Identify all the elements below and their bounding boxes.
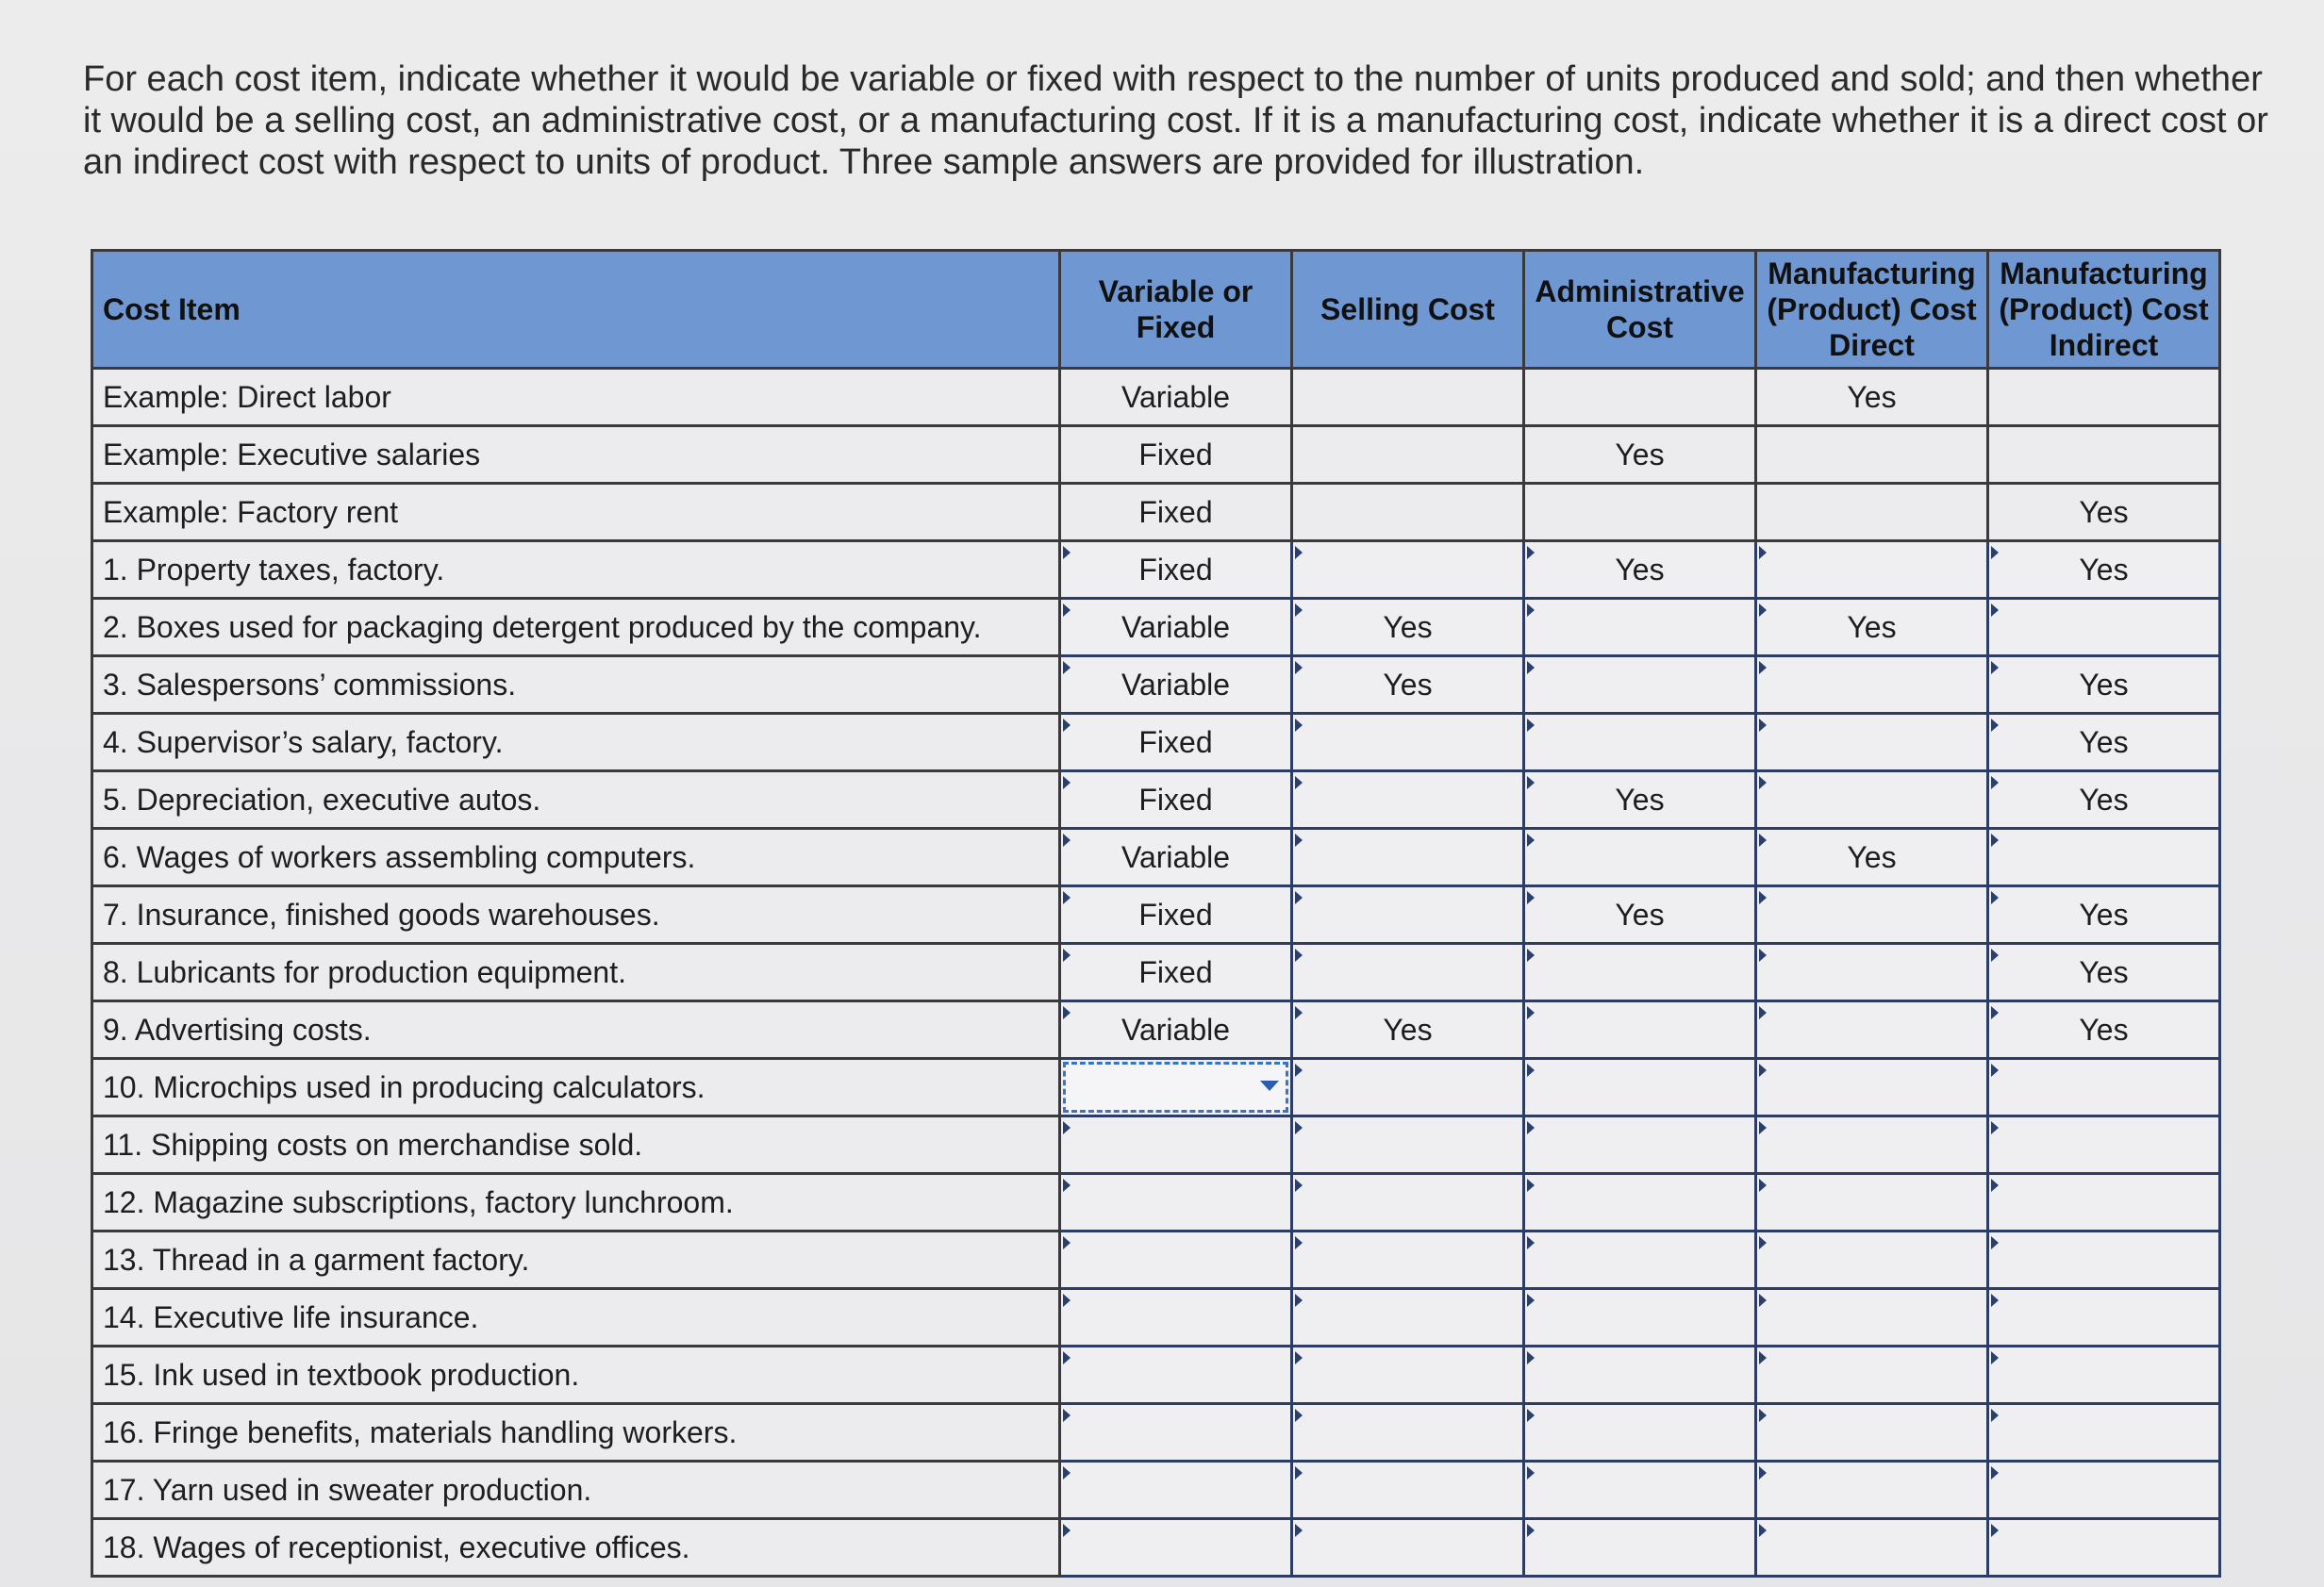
manufacturing-direct-cell	[1756, 484, 1988, 541]
administrative-cost-cell[interactable]: Yes	[1524, 771, 1756, 829]
manufacturing-direct-cell: Yes	[1756, 369, 1988, 426]
table-row	[92, 1116, 2220, 1174]
manufacturing-direct-cell	[1756, 426, 1988, 484]
table-row	[92, 369, 2220, 426]
table-row	[92, 886, 2220, 944]
variable-or-fixed-cell: Fixed	[1060, 484, 1292, 541]
variable-or-fixed-cell[interactable]: Variable	[1060, 829, 1292, 886]
manufacturing-direct-cell[interactable]	[1756, 1347, 1988, 1404]
administrative-cost-cell[interactable]	[1524, 1116, 1756, 1174]
chevron-down-icon[interactable]	[1260, 1081, 1279, 1091]
variable-or-fixed-cell[interactable]: Fixed	[1060, 771, 1292, 829]
administrative-cost-cell[interactable]	[1524, 1001, 1756, 1059]
header-selling-cost: Selling Cost	[1292, 251, 1524, 369]
variable-or-fixed-cell[interactable]: Variable	[1060, 656, 1292, 714]
table-row	[92, 1174, 2220, 1232]
selling-cost-cell	[1292, 426, 1524, 484]
variable-or-fixed-cell[interactable]	[1060, 1174, 1292, 1232]
selling-cost-cell	[1292, 369, 1524, 426]
manufacturing-direct-cell[interactable]	[1756, 1001, 1988, 1059]
selling-cost-cell	[1292, 484, 1524, 541]
manufacturing-indirect-cell[interactable]	[1988, 599, 2220, 656]
manufacturing-indirect-cell[interactable]: Yes	[1988, 886, 2220, 944]
variable-or-fixed-dropdown[interactable]	[1060, 1059, 1292, 1116]
table-row	[92, 1347, 2220, 1404]
cost-item-label: 6. Wages of workers assembling computers.	[92, 829, 1060, 886]
administrative-cost-cell[interactable]	[1524, 1462, 1756, 1519]
manufacturing-direct-cell[interactable]	[1756, 771, 1988, 829]
selling-cost-cell[interactable]	[1292, 829, 1524, 886]
manufacturing-indirect-cell[interactable]	[1988, 1289, 2220, 1347]
manufacturing-direct-cell[interactable]	[1756, 944, 1988, 1001]
manufacturing-direct-cell[interactable]	[1756, 1059, 1988, 1116]
selling-cost-cell[interactable]	[1292, 1289, 1524, 1347]
cost-item-label: 15. Ink used in textbook production.	[92, 1347, 1060, 1404]
selling-cost-cell[interactable]	[1292, 1232, 1524, 1289]
variable-or-fixed-cell: Variable	[1060, 369, 1292, 426]
manufacturing-indirect-cell[interactable]	[1988, 1462, 2220, 1519]
cost-item-label: 12. Magazine subscriptions, factory lunchroom.	[92, 1174, 1060, 1232]
variable-or-fixed-cell[interactable]: Fixed	[1060, 886, 1292, 944]
selling-cost-cell[interactable]: Yes	[1292, 1001, 1524, 1059]
manufacturing-indirect-cell[interactable]: Yes	[1988, 541, 2220, 599]
variable-or-fixed-cell[interactable]	[1060, 1232, 1292, 1289]
manufacturing-indirect-cell	[1988, 369, 2220, 426]
table-row	[92, 829, 2220, 886]
variable-or-fixed-cell[interactable]	[1060, 1519, 1292, 1577]
manufacturing-indirect-cell[interactable]: Yes	[1988, 714, 2220, 771]
header-manufacturing-indirect: Manufacturing (Product) Cost Indirect	[1988, 251, 2220, 369]
cost-item-label: 5. Depreciation, executive autos.	[92, 771, 1060, 829]
selling-cost-cell[interactable]	[1292, 886, 1524, 944]
cost-item-label: Example: Factory rent	[92, 484, 1060, 541]
administrative-cost-cell[interactable]	[1524, 944, 1756, 1001]
variable-or-fixed-cell[interactable]: Variable	[1060, 599, 1292, 656]
selling-cost-cell[interactable]	[1292, 944, 1524, 1001]
cost-item-label: 14. Executive life insurance.	[92, 1289, 1060, 1347]
manufacturing-indirect-cell[interactable]	[1988, 1404, 2220, 1462]
variable-or-fixed-cell[interactable]	[1060, 1404, 1292, 1462]
manufacturing-indirect-cell[interactable]	[1988, 1174, 2220, 1232]
variable-or-fixed-cell[interactable]: Fixed	[1060, 541, 1292, 599]
manufacturing-indirect-cell[interactable]	[1988, 1059, 2220, 1116]
cost-item-label: Example: Executive salaries	[92, 426, 1060, 484]
administrative-cost-cell[interactable]: Yes	[1524, 541, 1756, 599]
cost-item-label: 4. Supervisor’s salary, factory.	[92, 714, 1060, 771]
administrative-cost-cell[interactable]: Yes	[1524, 886, 1756, 944]
selling-cost-cell[interactable]	[1292, 1059, 1524, 1116]
administrative-cost-cell[interactable]	[1524, 1289, 1756, 1347]
instructions-text: For each cost item, indicate whether it would be variable or fixed with respect to the number of units produced and sold; and then whether it would be a selling cost, an administrative cost, or a manufacturing cost. If it is a manufacturing cost, indicate whether it is a direct cost or an indirect cost with respect to units of product. Three sample answers are provided for illustration.	[83, 59, 2268, 182]
cost-item-label: 16. Fringe benefits, materials handling workers.	[92, 1404, 1060, 1462]
variable-or-fixed-cell[interactable]: Fixed	[1060, 714, 1292, 771]
table-row	[92, 1059, 2220, 1116]
cost-item-label: 9. Advertising costs.	[92, 1001, 1060, 1059]
administrative-cost-cell[interactable]	[1524, 1174, 1756, 1232]
manufacturing-direct-cell[interactable]: Yes	[1756, 599, 1988, 656]
administrative-cost-cell[interactable]	[1524, 1059, 1756, 1116]
manufacturing-indirect-cell[interactable]	[1988, 1232, 2220, 1289]
manufacturing-direct-cell[interactable]	[1756, 541, 1988, 599]
manufacturing-indirect-cell[interactable]	[1988, 1347, 2220, 1404]
cost-item-label: 11. Shipping costs on merchandise sold.	[92, 1116, 1060, 1174]
manufacturing-direct-cell[interactable]	[1756, 1174, 1988, 1232]
selling-cost-cell[interactable]	[1292, 1116, 1524, 1174]
table-row	[92, 426, 2220, 484]
table-row	[92, 599, 2220, 656]
administrative-cost-cell[interactable]	[1524, 1347, 1756, 1404]
variable-or-fixed-cell[interactable]	[1060, 1289, 1292, 1347]
table-header-row	[92, 251, 2220, 369]
manufacturing-direct-cell[interactable]	[1756, 1116, 1988, 1174]
table-row	[92, 771, 2220, 829]
manufacturing-direct-cell[interactable]	[1756, 1462, 1988, 1519]
administrative-cost-cell[interactable]	[1524, 656, 1756, 714]
table-row	[92, 1404, 2220, 1462]
manufacturing-direct-cell[interactable]	[1756, 1404, 1988, 1462]
variable-or-fixed-cell[interactable]: Variable	[1060, 1001, 1292, 1059]
table-row	[92, 1001, 2220, 1059]
cost-item-label: 18. Wages of receptionist, executive offices.	[92, 1519, 1060, 1577]
manufacturing-direct-cell[interactable]	[1756, 656, 1988, 714]
manufacturing-indirect-cell[interactable]: Yes	[1988, 1001, 2220, 1059]
cost-item-label: 7. Insurance, finished goods warehouses.	[92, 886, 1060, 944]
manufacturing-direct-cell[interactable]	[1756, 886, 1988, 944]
manufacturing-indirect-cell[interactable]: Yes	[1988, 771, 2220, 829]
manufacturing-indirect-cell[interactable]	[1988, 1519, 2220, 1577]
header-cost-item: Cost Item	[92, 251, 1060, 369]
manufacturing-direct-cell[interactable]	[1756, 1232, 1988, 1289]
administrative-cost-cell	[1524, 369, 1756, 426]
table-row	[92, 1289, 2220, 1347]
cost-item-label: 8. Lubricants for production equipment.	[92, 944, 1060, 1001]
manufacturing-indirect-cell[interactable]: Yes	[1988, 656, 2220, 714]
administrative-cost-cell: Yes	[1524, 426, 1756, 484]
table-row	[92, 714, 2220, 771]
manufacturing-indirect-cell[interactable]	[1988, 1116, 2220, 1174]
administrative-cost-cell	[1524, 484, 1756, 541]
manufacturing-direct-cell[interactable]	[1756, 1289, 1988, 1347]
manufacturing-indirect-cell	[1988, 426, 2220, 484]
variable-or-fixed-cell[interactable]: Fixed	[1060, 944, 1292, 1001]
manufacturing-indirect-cell[interactable]	[1988, 829, 2220, 886]
cost-item-label: 17. Yarn used in sweater production.	[92, 1462, 1060, 1519]
cost-item-label: 1. Property taxes, factory.	[92, 541, 1060, 599]
administrative-cost-cell[interactable]	[1524, 829, 1756, 886]
cost-item-label: 3. Salespersons’ commissions.	[92, 656, 1060, 714]
header-variable-or-fixed: Variable or Fixed	[1060, 251, 1292, 369]
selling-cost-cell[interactable]	[1292, 714, 1524, 771]
table-row	[92, 944, 2220, 1001]
administrative-cost-cell[interactable]	[1524, 1404, 1756, 1462]
manufacturing-indirect-cell[interactable]: Yes	[1988, 944, 2220, 1001]
selling-cost-cell[interactable]	[1292, 1347, 1524, 1404]
table-row	[92, 656, 2220, 714]
manufacturing-direct-cell[interactable]: Yes	[1756, 829, 1988, 886]
manufacturing-indirect-cell: Yes	[1988, 484, 2220, 541]
manufacturing-direct-cell[interactable]	[1756, 714, 1988, 771]
selling-cost-cell[interactable]	[1292, 1519, 1524, 1577]
cost-item-label: 13. Thread in a garment factory.	[92, 1232, 1060, 1289]
table-row	[92, 1462, 2220, 1519]
selling-cost-cell[interactable]	[1292, 771, 1524, 829]
variable-or-fixed-cell[interactable]	[1060, 1462, 1292, 1519]
administrative-cost-cell[interactable]	[1524, 1232, 1756, 1289]
selling-cost-cell[interactable]: Yes	[1292, 599, 1524, 656]
selling-cost-cell[interactable]	[1292, 1462, 1524, 1519]
selling-cost-cell[interactable]	[1292, 1404, 1524, 1462]
administrative-cost-cell[interactable]	[1524, 1519, 1756, 1577]
header-manufacturing-direct: Manufacturing (Product) Cost Direct	[1756, 251, 1988, 369]
cost-item-label: Example: Direct labor	[92, 369, 1060, 426]
cost-item-label: 2. Boxes used for packaging detergent produced by the company.	[92, 599, 1060, 656]
dropdown-selection-box[interactable]	[1063, 1062, 1288, 1113]
administrative-cost-cell[interactable]	[1524, 599, 1756, 656]
cost-item-label: 10. Microchips used in producing calculators.	[92, 1059, 1060, 1116]
manufacturing-direct-cell[interactable]	[1756, 1519, 1988, 1577]
table-row	[92, 541, 2220, 599]
table-row	[92, 484, 2220, 541]
table-row	[92, 1232, 2220, 1289]
variable-or-fixed-cell[interactable]	[1060, 1116, 1292, 1174]
administrative-cost-cell[interactable]	[1524, 714, 1756, 771]
selling-cost-cell[interactable]	[1292, 1174, 1524, 1232]
header-administrative-cost: Administrative Cost	[1524, 251, 1756, 369]
selling-cost-cell[interactable]	[1292, 541, 1524, 599]
variable-or-fixed-cell[interactable]	[1060, 1347, 1292, 1404]
selling-cost-cell[interactable]: Yes	[1292, 656, 1524, 714]
cost-classification-table	[91, 249, 2221, 1578]
variable-or-fixed-cell: Fixed	[1060, 426, 1292, 484]
table-row	[92, 1519, 2220, 1577]
